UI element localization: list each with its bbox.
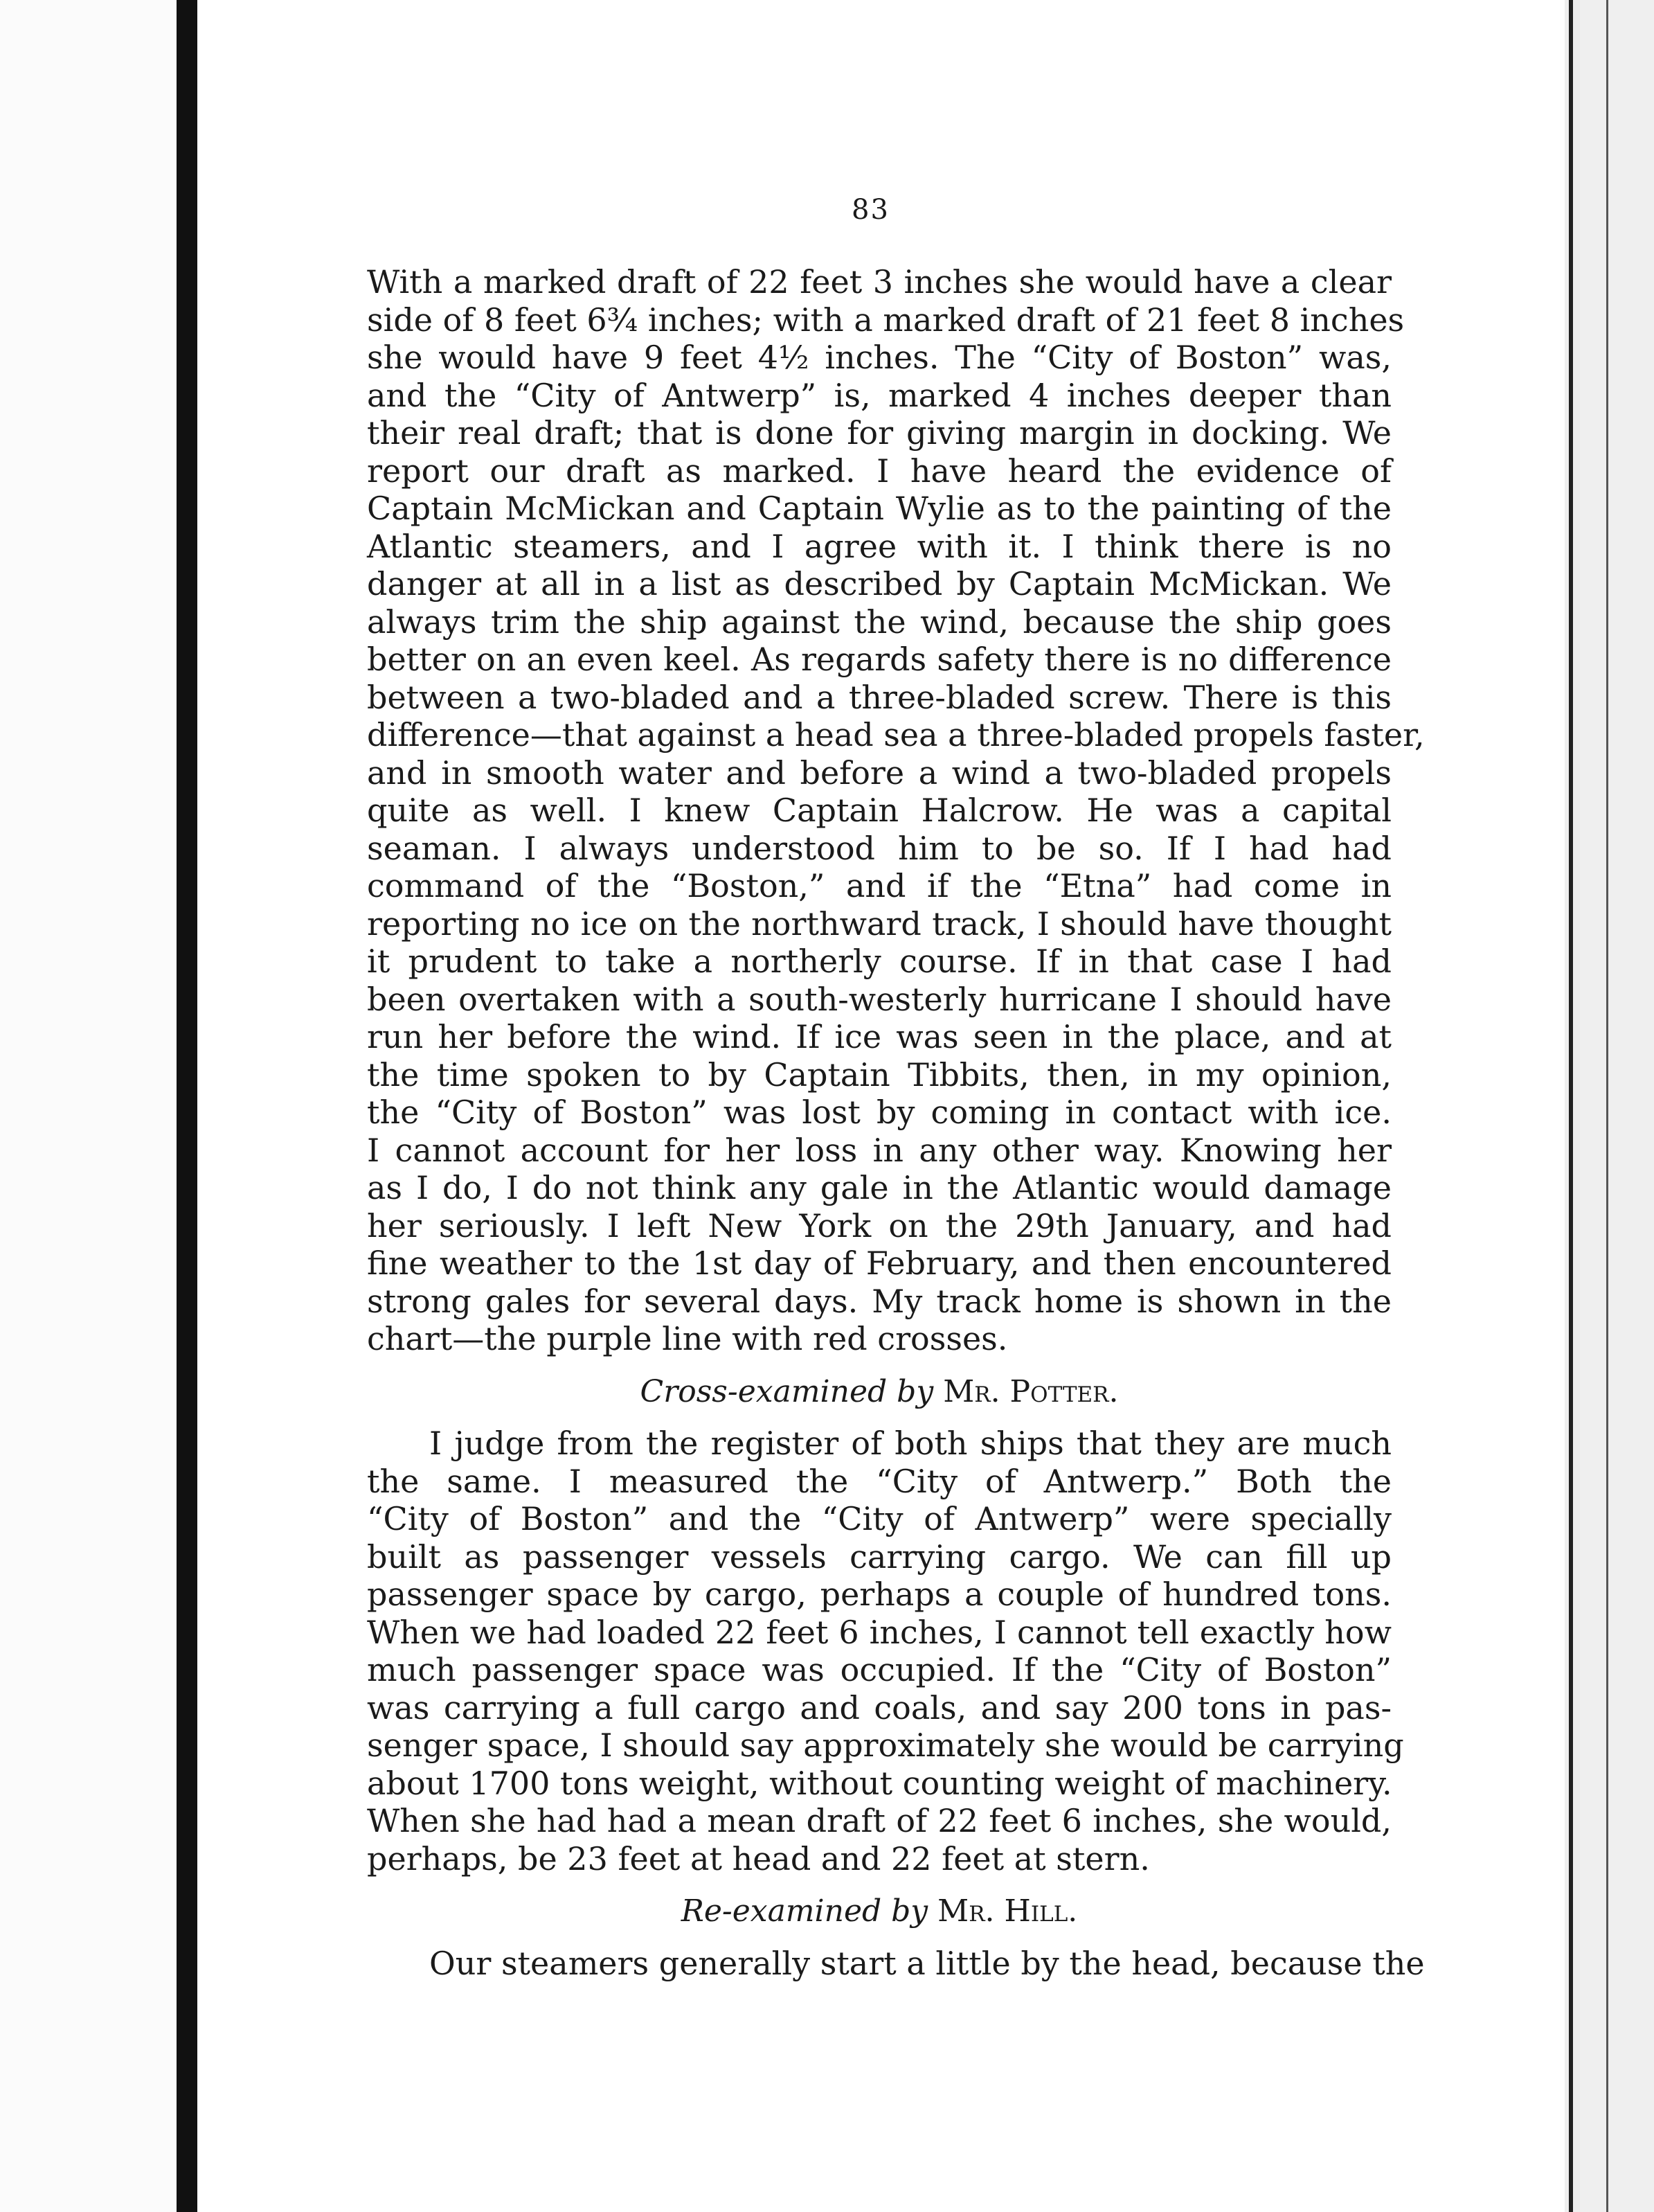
text-line: been overtaken with a south-westerly hurricane I should have — [367, 980, 1392, 1018]
paragraph-1 — [367, 263, 1425, 1358]
text-line: passenger space by cargo, perhaps a couple of hundred tons. — [367, 1576, 1392, 1613]
text-line: between a two-bladed and a three-bladed screw. There is this — [367, 678, 1392, 716]
text-line: danger at all in a list as described by Captain McMickan. We — [367, 565, 1392, 603]
text-line: fine weather to the 1st day of February, and then encountered — [367, 1245, 1392, 1282]
text-line: built as passenger vessels carrying cargo. We can fill up — [367, 1537, 1392, 1576]
text-line: and the “City of Antwerp” is, marked 4 inches deeper than — [367, 376, 1392, 414]
section-heading-re-examined — [367, 1893, 1392, 1931]
text-line: always trim the ship against the wind, because the ship goes — [367, 603, 1392, 641]
text-line: chart—the purple line with red crosses. — [367, 1320, 1008, 1357]
text-line: reporting no ice on the northward track, I should have thought — [367, 904, 1392, 943]
page-body — [367, 263, 1425, 1982]
text-line: about 1700 tons weight, without counting weight of machinery. — [367, 1764, 1392, 1802]
text-line: the time spoken to by Captain Tibbits, then, in my opinion, — [367, 1055, 1392, 1094]
paragraph-2 — [367, 1425, 1404, 1877]
text-line: When she had had a mean draft of 22 feet 6 inches, she would, — [367, 1802, 1392, 1839]
heading-name: Mr. Potter. — [943, 1373, 1119, 1409]
text-line: When we had loaded 22 feet 6 inches, I cannot tell exactly how — [367, 1613, 1392, 1651]
page-edge-line — [1569, 0, 1573, 2212]
text-line: report our draft as marked. I have heard the evidence of — [367, 452, 1392, 490]
text-line: Our steamers generally start a little by the head, because the — [429, 1944, 1425, 1982]
heading-italic: Cross-examined by — [640, 1373, 934, 1409]
text-line: it prudent to take a northerly course. If in that case I had — [367, 943, 1392, 980]
section-heading-cross-examined — [367, 1373, 1392, 1411]
text-line: and in smooth water and before a wind a two-bladed propels — [367, 753, 1392, 792]
page-number: 83 — [852, 194, 890, 226]
text-line: her seriously. I left New York on the 29th January, and had — [367, 1206, 1392, 1245]
page-edge — [1565, 0, 1654, 2212]
text-line: seaman. I always understood him to be so. If I had had — [367, 829, 1392, 867]
text-line: run her before the wind. If ice was seen in the place, and at — [367, 1018, 1392, 1055]
text-line: as I do, I do not think any gale in the Atlantic would damage — [367, 1169, 1392, 1206]
heading-name: Mr. Hill. — [937, 1893, 1078, 1929]
text-line: senger space, I should say approximately she would be carrying — [367, 1727, 1404, 1764]
text-line: strong gales for several days. My track home is shown in the — [367, 1282, 1392, 1320]
text-line: the “City of Boston” was lost by coming in contact with ice. — [367, 1094, 1392, 1131]
text-line: was carrying a full cargo and coals, and say 200 tons in pas- — [367, 1688, 1392, 1727]
text-line: “City of Boston” and the “City of Antwerp” were specially — [367, 1500, 1392, 1537]
text-line: their real draft; that is done for giving margin in docking. We — [367, 414, 1392, 452]
text-line: With a marked draft of 22 feet 3 inches she would have a clear — [367, 263, 1392, 301]
text-line: Atlantic steamers, and I agree with it. I think there is no — [367, 527, 1392, 565]
text-line: side of 8 feet 6¾ inches; with a marked draft of 21 feet 8 inches — [367, 301, 1405, 339]
text-line: she would have 9 feet 4½ inches. The “City of Boston” was, — [367, 339, 1392, 376]
facing-page-margin — [0, 0, 177, 2212]
text-line: difference—that against a head sea a three-bladed propels faster, — [367, 716, 1425, 753]
text-line: better on an even keel. As regards safety there is no difference — [367, 641, 1392, 678]
text-line: perhaps, be 23 feet at head and 22 feet at stern. — [367, 1839, 1150, 1877]
page-edge-line — [1606, 0, 1608, 2212]
text-line: command of the “Boston,” and if the “Etna” had come in — [367, 867, 1392, 904]
paragraph-3 — [367, 1944, 1425, 1983]
book-spine-shadow — [177, 0, 197, 2212]
text-line: Captain McMickan and Captain Wylie as to the painting of the — [367, 490, 1392, 527]
text-line: much passenger space was occupied. If the “City of Boston” — [367, 1651, 1392, 1688]
text-line: the same. I measured the “City of Antwerp.” Both the — [367, 1462, 1392, 1500]
text-line: quite as well. I knew Captain Halcrow. He was a capital — [367, 792, 1392, 829]
heading-italic: Re-examined by — [681, 1893, 928, 1929]
text-line: I cannot account for her loss in any other way. Knowing her — [367, 1131, 1392, 1169]
text-line: I judge from the register of both ships that they are much — [429, 1425, 1392, 1462]
